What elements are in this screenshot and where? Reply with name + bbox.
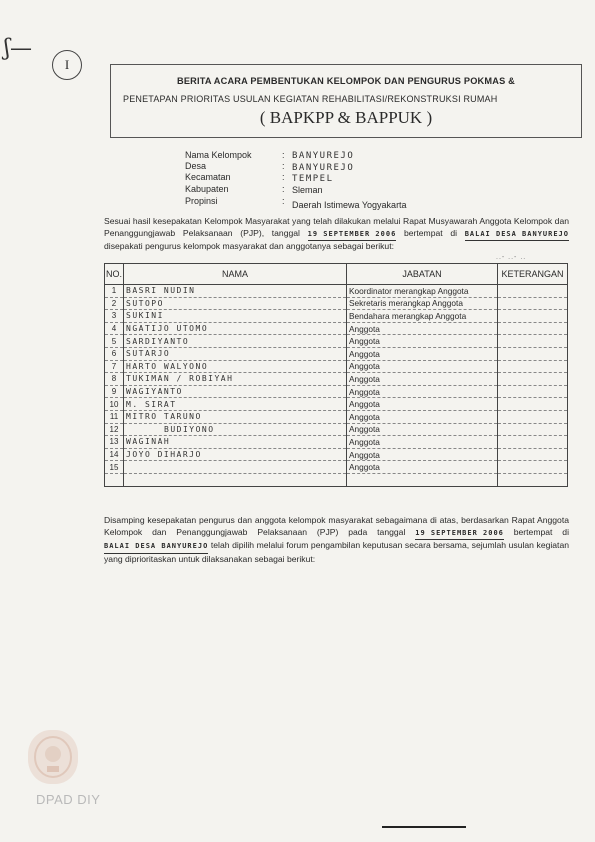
- meeting-date: 19 SEPTEMBER 2006: [308, 229, 397, 242]
- table-row: [105, 473, 568, 486]
- info-value-kelompok: BANYUREJO: [292, 151, 355, 161]
- meeting-place-2: BALAI DESA BANYUREJO: [104, 541, 208, 554]
- closing-paragraph: Disamping kesepakatan pengurus dan anggota kelompok masyarakat sebagaimana di atas, berdasarkan Rapat Anggota Kelompok dan Penanggungjawab Pelaksanaan (PJP) pada tanggal 19 SEPTEMBER 2006 bertempat di BALAI DESA BANYUREJO telah dipilih melalui forum pengambilan keputusan secara bersama, sejumlah usulan kegiatan yang diprioritaskan untuk dilaksanakan sebagai berikut:: [104, 515, 570, 564]
- table-row: 5 SARDIYANTO Anggota: [105, 335, 568, 348]
- table-row: 1 BASRI NUDIN Koordinator merangkap Anggota: [105, 285, 568, 298]
- info-value-kabupaten: Sleman: [292, 185, 323, 195]
- title-line-3: ( BAPKPP & BAPPUK ): [259, 108, 433, 127]
- header-no: NO.: [105, 264, 124, 285]
- table-row: 6 SUTARJO Anggota: [105, 347, 568, 360]
- signature-line: [382, 826, 466, 828]
- table-row: 10 M. SIRAT Anggota: [105, 398, 568, 411]
- table-row: 7 HARTO WALYONO Anggota: [105, 360, 568, 373]
- table-row: 13 WAGINAH Anggota: [105, 436, 568, 449]
- handwritten-mark: ʃ—: [4, 36, 32, 61]
- members-table: [104, 263, 568, 487]
- table-row: 2 SUTOPO Sekretaris merangkap Anggota: [105, 297, 568, 310]
- info-value-propinsi: Daerah Istimewa Yogyakarta: [292, 200, 407, 210]
- header-nama: NAMA: [124, 264, 347, 285]
- table-row: 4 NGATIJO UTOMO Anggota: [105, 322, 568, 335]
- info-label-propinsi: Propinsi: [185, 196, 218, 206]
- info-label-kabupaten: Kabupaten: [185, 184, 229, 194]
- info-label-desa: Desa: [185, 161, 207, 171]
- table-row: 8 TUKIMAN / ROBIYAH Anggota: [105, 373, 568, 386]
- table-row: 15 Anggota: [105, 461, 568, 474]
- intro-paragraph: Sesuai hasil kesepakatan Kelompok Masyarakat yang telah dilakukan melalui Rapat Musyawarah Anggota Kelompok dan Penanggungjawab Pelaksanaan (PJP), tanggal 19 SEPTEMBER 2006 bertempat di BALAI DESA BANYUREJO disepakati pengurus kelompok masyarakat dan anggotanya sebagai berikut:: [104, 216, 569, 251]
- watermark-text: DPAD DIY: [36, 792, 101, 807]
- table-row: 12 BUDIYONO Anggota: [105, 423, 568, 436]
- page-number: I: [52, 50, 82, 80]
- title-box: [110, 64, 582, 138]
- info-label-kecamatan: Kecamatan: [185, 172, 231, 182]
- table-header-row: [105, 264, 568, 285]
- info-value-kecamatan: TEMPEL: [292, 174, 334, 184]
- table-row: 11 MITRO TARUNO Anggota: [105, 410, 568, 423]
- table-row: 9 WAGIYANTO Anggota: [105, 385, 568, 398]
- header-keterangan: KETERANGAN: [498, 264, 568, 285]
- dots: ..- ..- ..: [496, 254, 527, 261]
- table-row: 3 SUKINI Bendahara merangkap Anggota: [105, 310, 568, 323]
- meeting-date-2: 19 SEPTEMBER 2006: [415, 528, 504, 541]
- title-line-2: PENETAPAN PRIORITAS USULAN KEGIATAN REHABILITASI/REKONSTRUKSI RUMAH: [123, 94, 498, 104]
- title-line-1: BERITA ACARA PEMBENTUKAN KELOMPOK DAN PENGURUS POKMAS &: [176, 76, 515, 86]
- header-jabatan: JABATAN: [347, 264, 498, 285]
- seal-watermark-icon: [28, 730, 78, 784]
- table-row: 14 JOYO DIHARJO Anggota: [105, 448, 568, 461]
- info-label-kelompok: Nama Kelompok: [185, 150, 252, 160]
- meeting-place: BALAI DESA BANYUREJO: [465, 229, 569, 242]
- info-value-desa: BANYUREJO: [292, 163, 355, 173]
